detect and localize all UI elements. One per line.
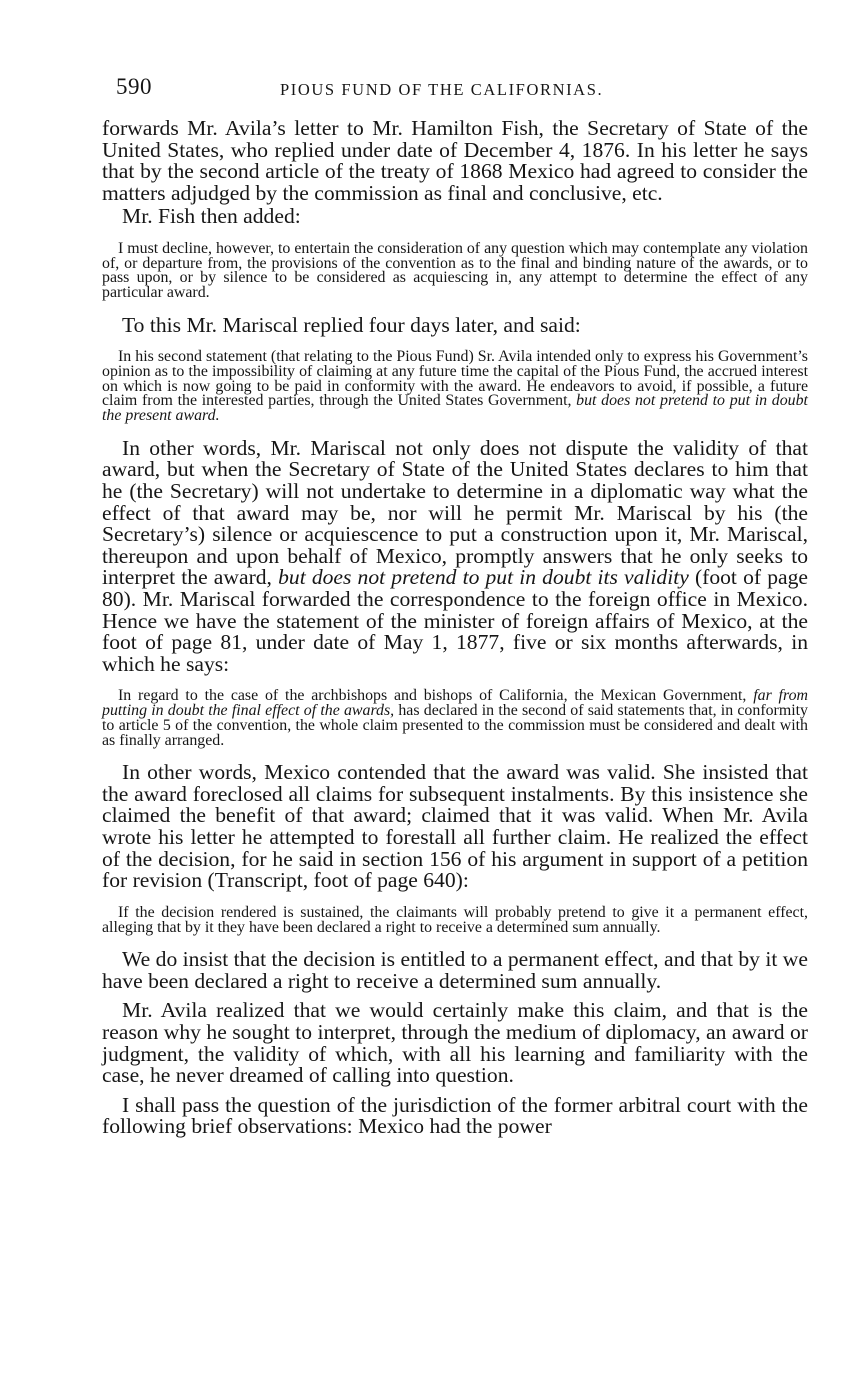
paragraph-we-insist: We do insist that the decision is entitled to a permanent effect, and that by it we have been declared a right to receive a determined sum annually. xyxy=(102,947,808,993)
paragraph-avila-realized: Mr. Avila realized that we would certainly make this claim, and that is the reason why he sought to interpret, through the medium of diplomacy, an award or judgment, the validity of which, with all his learning and familiarity with the case, he never dreamed of calling into question. xyxy=(102,998,808,1088)
paragraph-mexico-contended: In other words, Mexico contended that the award was valid. She insisted that the award foreclosed all claims for subsequent instalments. By this insistence she claimed the benefit of that award; claimed that it was valid. When Mr. Avila wrote his letter he attempted to forestall all further claim. He realized the effect of the decision, for he said in section 156 of his argument in support of a petition for revision (Transcript, foot of page 640): xyxy=(102,760,808,893)
quote-mariscal-text: In his second statement (that relating to the Pious Fund) Sr. Avila intended only to express his Government’s opinion as to the impossibility of claiming at any future time the capital of the Pious Fund, the accrued interest on which is now going to be paid in conformity with the award. He endeavors to avoid, if possible, a future claim from the interested parties, through the United States Government, xyxy=(102,348,808,410)
paragraph-other-words-mariscal xyxy=(102,435,808,676)
paragraph-fish-added: Mr. Fish then added: xyxy=(122,204,301,229)
paragraph-other-words-start: In other words, Mr. Mariscal not only does not dispute the validity of that award, but when the Secretary of State of the United States declares to him that he (the Secretary) will not undertake to determine in a diplomatic way what the effect of that award may be, nor will he permit Mr. Mariscal by his (the Secretary’s) silence or acquiescence to put a construction upon it, Mr. Mariscal, thereupon and upon behalf of Mexico, promptly answers that he only seeks to interpret the award, xyxy=(102,435,808,590)
quote-minister-italic: far from putting in doubt the final effect of the awards, xyxy=(102,687,808,720)
page-number: 590 xyxy=(116,74,152,99)
quote-fish: I must decline, however, to entertain the consideration of any question which may contemplate any violation of, or departure from, the provisions of the convention as to the final and binding nature of the awards, or to pass upon, or by silence to be considered as acquiescing in, any attempt to determine the effect of any particular award. xyxy=(102,239,808,302)
paragraph-mariscal-replied: To this Mr. Mariscal replied four days later, and said: xyxy=(122,312,581,337)
book-page xyxy=(102,68,808,1146)
quote-minister-start: In regard to the case of the archbishops and bishops of California, the Mexican Government, xyxy=(118,687,747,705)
paragraph-fish-letter: forwards Mr. Avila’s letter to Mr. Hamilton Fish, the Secretary of State of the United States, who replied under date of December 4, 1876. In his letter he says that by the second article of the treaty of 1868 Mexico had agreed to consider the matters adjudged by the commission as final and conclusive, etc. xyxy=(102,116,808,205)
paragraph-other-words-italic: but does not pretend to put in doubt its validity xyxy=(278,565,689,590)
paragraph-other-words-end: (foot of page 80). Mr. Mariscal forwarded the correspondence to the foreign office in Mexico. Hence we have the statement of the minister of foreign affairs of Mexico, at the foot of page 81, under date of May 1, 1877, five or six months afterwards, in which he says: xyxy=(102,565,808,676)
quote-mariscal xyxy=(102,350,808,424)
quote-mariscal-italic: but does not pretend to put in doubt the present award. xyxy=(102,392,808,425)
page-header xyxy=(102,68,808,108)
running-title: PIOUS FUND OF THE CALIFORNIAS. xyxy=(280,80,604,99)
quote-minister-end: has declared in the second of said statements that, in conformity to article 5 of the convention, the whole claim presented to the commission must be considered and dealt with as finally arranged. xyxy=(102,702,808,749)
quote-avila-argument: If the decision rendered is sustained, the claimants will probably pretend to give it a permanent effect, alleging that by it they have been declared a right to receive a determined sum annually. xyxy=(102,903,808,936)
paragraph-jurisdiction: I shall pass the question of the jurisdiction of the former arbitral court with the following brief observations: Mexico had the power xyxy=(102,1092,808,1139)
quote-minister xyxy=(102,689,808,748)
